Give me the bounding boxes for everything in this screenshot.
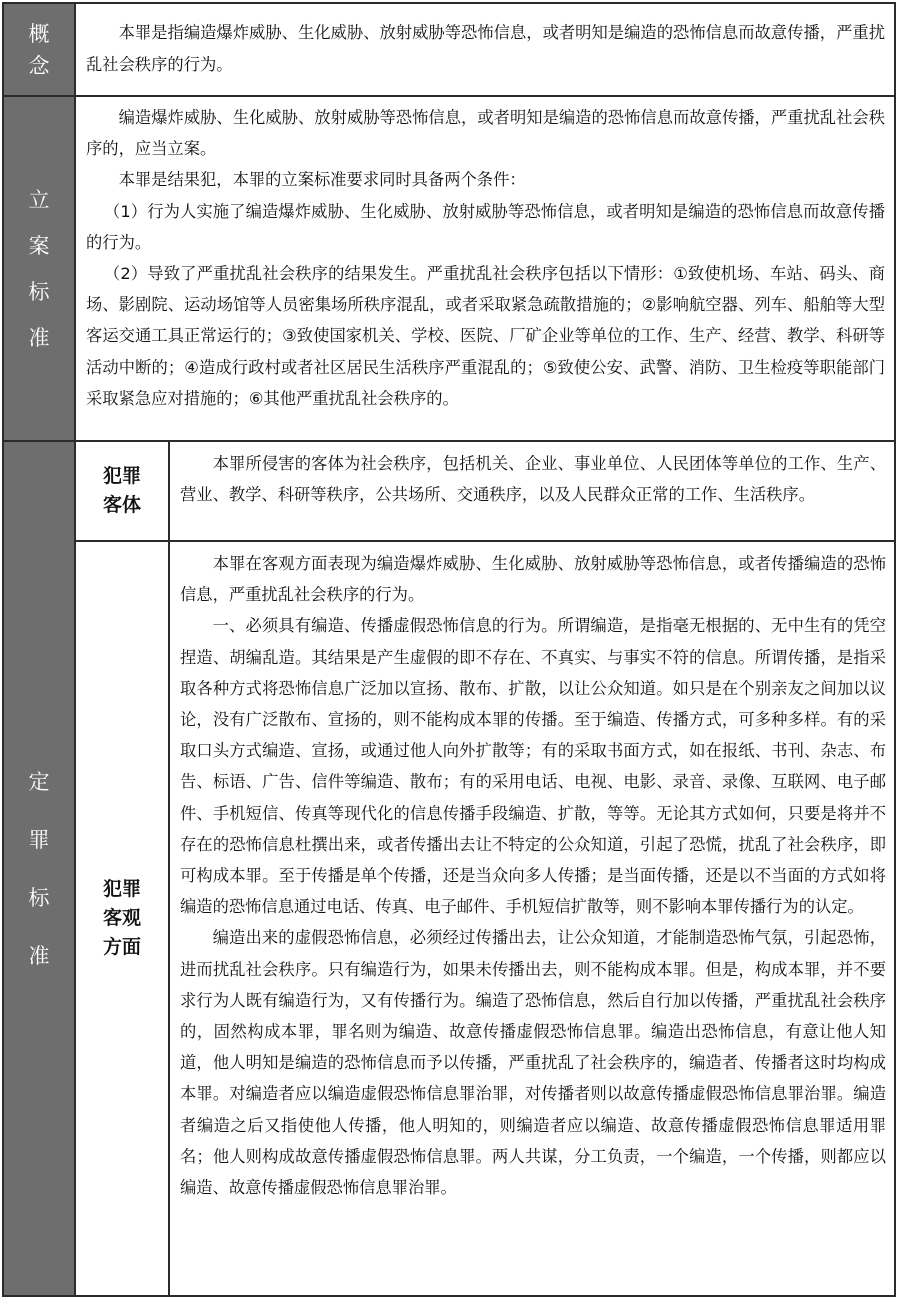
crime-object-section bbox=[76, 442, 894, 542]
crime-objective-label: 犯罪 客观 方面 bbox=[76, 542, 170, 1295]
filing-paragraph: 本罪是结果犯，本罪的立案标准要求同时具备两个条件： bbox=[118, 170, 526, 190]
conviction-standard-label: 定 罪 标 准 bbox=[4, 442, 76, 1295]
concept-content bbox=[76, 4, 894, 95]
objective-paragraph: 编造出来的虚假恐怖信息，必须经过传播出去，让公众知道，才能制造恐怖气氛，引起恐怖，进而扰乱社会秩序。只有编造行为，如果未传播出去，则不能构成本罪。但是，构成本罪，并不要求行为人既有编造行为，又有传播行为。编造了恐怖信息，然后自行加以传播，严重扰乱社会秩序的，固然构成本罪，罪名则为编造、故意传播虚假恐怖信息罪。编造出恐怖信息，有意让他人知道，他人明知是编造的恐怖信息而予以传播，严重扰乱了社会秩序的，编造者、传播者这时均构成本罪。对编造者应以编造虚假恐怖信息罪治罪，对传播者则以故意传播虚假恐怖信息罪治罪。编造者编造之后又指使他人传播，他人明知的，则编造者应以编造、故意传播虚假恐怖信息罪适用罪名；他人则构成故意传播虚假恐怖信息罪。两人共谋，分工负责，一个编造，一个传播，则都应以编造、故意传播虚假恐怖信息罪治罪。 bbox=[180, 928, 886, 1198]
crime-table bbox=[2, 2, 896, 1297]
filing-standard-row bbox=[4, 97, 894, 442]
crime-object-content bbox=[170, 442, 894, 540]
crime-objective-content bbox=[170, 542, 894, 1295]
filing-paragraph: （2）导致了严重扰乱社会秩序的结果发生。严重扰乱社会秩序包括以下情形：①致使机场、车站、码头、商场、影剧院、运动场馆等人员密集场所秩序混乱，或者采取紧急疏散措施的；②影响航空器、列车、船舶等大型客运交通工具正常运行的；③致使国家机关、学校、医院、厂矿企业等单位的工作、生产、经营、教学、科研等活动中断的；④造成行政村或者社区居民生活秩序严重混乱的；⑤致使公安、武警、消防、卫生检疫等职能部门采取紧急应对措施的；⑥其他严重扰乱社会秩序的。 bbox=[86, 264, 885, 408]
conviction-standard-row bbox=[4, 442, 894, 1295]
crime-object-text: 本罪所侵害的客体为社会秩序，包括机关、企业、事业单位、人民团体等单位的工作、生产、营业、教学、科研等秩序，公共场所、交通秩序，以及人民群众正常的工作、生活秩序。 bbox=[180, 454, 886, 505]
crime-objective-section bbox=[76, 542, 894, 1295]
concept-text: 本罪是指编造爆炸威胁、生化威胁、放射威胁等恐怖信息，或者明知是编造的恐怖信息而故意传播，严重扰乱社会秩序的行为。 bbox=[86, 23, 885, 74]
filing-standard-content bbox=[76, 97, 894, 440]
crime-object-label: 犯罪 客体 bbox=[76, 442, 170, 540]
concept-row bbox=[4, 4, 894, 97]
filing-paragraph: （1）行为人实施了编造爆炸威胁、生化威胁、放射威胁等恐怖信息，或者明知是编造的恐怖信息而故意传播的行为。 bbox=[86, 201, 885, 252]
concept-label: 概 念 bbox=[4, 4, 76, 95]
objective-paragraph: 一、必须具有编造、传播虚假恐怖信息的行为。所谓编造，是指毫无根据的、无中生有的凭空捏造、胡编乱造。其结果是产生虚假的即不存在、不真实、与事实不符的信息。所谓传播，是指采取各种方式将恐怖信息广泛加以宣扬、散布、扩散，以让公众知道。如只是在个别亲友之间加以议论，没有广泛散布、宣扬的，则不能构成本罪的传播。至于编造、传播方式，可多种多样。有的采取口头方式编造、宣扬，或通过他人向外扩散等；有的采取书面方式，如在报纸、书刊、杂志、布告、标语、广告、信件等编造、散布；有的采用电话、电视、电影、录音、录像、互联网、电子邮件、手机短信、传真等现代化的信息传播手段编造、扩散，等等。无论其方式如何，只要是将并不存在的恐怖信息杜撰出来，或者传播出去让不特定的公众知道，引起了恐慌，扰乱了社会秩序，即可构成本罪。至于传播是单个传播，还是当众向多人传播；是当面传播，还是以不当面的方式如将编造的恐怖信息通过电话、传真、电子邮件、手机短信扩散等，则不影响本罪传播行为的认定。 bbox=[180, 616, 886, 917]
filing-paragraph: 编造爆炸威胁、生化威胁、放射威胁等恐怖信息，或者明知是编造的恐怖信息而故意传播，严重扰乱社会秩序的，应当立案。 bbox=[86, 108, 885, 159]
filing-standard-label: 立 案 标 准 bbox=[4, 97, 76, 440]
objective-paragraph: 本罪在客观方面表现为编造爆炸威胁、生化威胁、放射威胁等恐怖信息，或者传播编造的恐怖信息，严重扰乱社会秩序的行为。 bbox=[180, 554, 886, 605]
